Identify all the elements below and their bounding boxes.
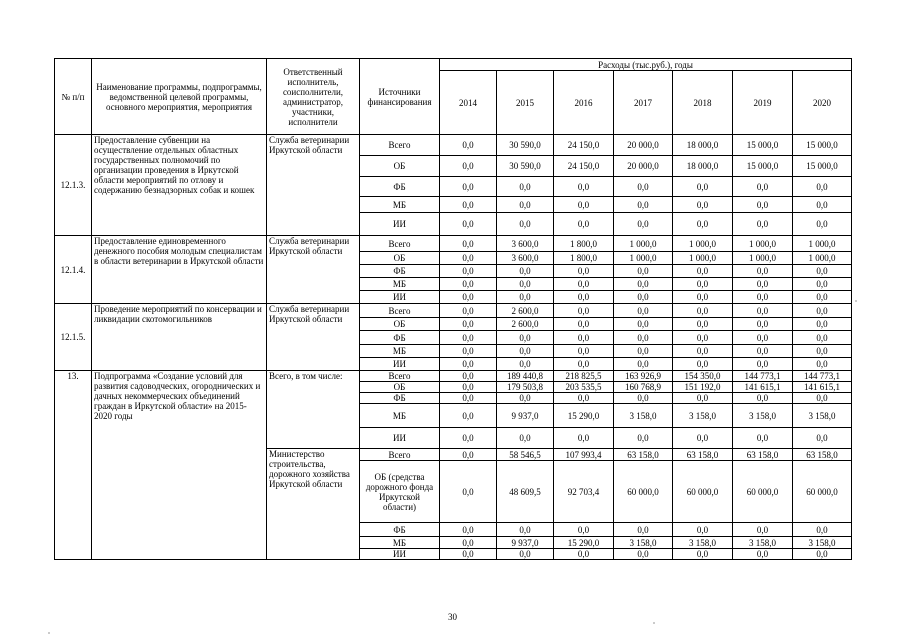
value-cell: 0,0 (554, 177, 614, 197)
value-cell: 92 703,4 (554, 461, 614, 523)
table-row (55, 135, 852, 156)
value-cell: 60 000,0 (733, 461, 793, 523)
value-cell: 0,0 (793, 304, 852, 318)
row-name: Проведение мероприятий по консервации и ликвидации скотомогильников (92, 304, 267, 371)
value-cell: 0,0 (440, 404, 497, 428)
row-code: 13. (55, 371, 92, 560)
value-cell: 1 000,0 (673, 236, 733, 252)
year-header: 2014 (440, 71, 497, 135)
value-cell: 0,0 (554, 358, 614, 371)
value-cell: 15 290,0 (554, 404, 614, 428)
value-cell: 2 600,0 (497, 304, 554, 318)
value-cell: 0,0 (673, 213, 733, 236)
funding-source: ОБ (360, 252, 440, 265)
row-responsible-ministry: Министерство строительства, дорожного хозяйства Иркутской области (267, 449, 360, 560)
value-cell: 0,0 (440, 304, 497, 318)
value-cell: 0,0 (497, 213, 554, 236)
row-responsible: Служба ветеринарии Иркутской области (267, 304, 360, 371)
funding-source: МБ (360, 197, 440, 213)
year-header: 2015 (497, 71, 554, 135)
value-cell: 0,0 (440, 549, 497, 560)
value-cell: 0,0 (440, 523, 497, 537)
table-row (55, 236, 852, 252)
value-cell: 63 158,0 (733, 449, 793, 461)
row-responsible: Служба ветеринарии Иркутской области (267, 236, 360, 304)
value-cell: 0,0 (440, 252, 497, 265)
value-cell: 24 150,0 (554, 135, 614, 156)
value-cell: 0,0 (733, 278, 793, 291)
funding-source: Всего (360, 304, 440, 318)
value-cell: 15 290,0 (554, 537, 614, 549)
value-cell: 15 000,0 (793, 156, 852, 177)
value-cell: 0,0 (673, 318, 733, 331)
table-row (55, 304, 852, 318)
value-cell: 0,0 (554, 331, 614, 345)
value-cell: 0,0 (440, 449, 497, 461)
value-cell: 0,0 (733, 197, 793, 213)
value-cell: 0,0 (497, 265, 554, 278)
value-cell: 30 590,0 (497, 135, 554, 156)
value-cell: 15 000,0 (793, 135, 852, 156)
value-cell: 0,0 (497, 291, 554, 304)
value-cell: 0,0 (793, 345, 852, 358)
funding-source: ИИ (360, 213, 440, 236)
value-cell: 9 937,0 (497, 537, 554, 549)
value-cell: 0,0 (614, 197, 673, 213)
value-cell: 0,0 (440, 177, 497, 197)
row-name: Подпрограмма «Создание условий для развития садоводческих, огороднических и дачных некоммерческих объединений граждан в Иркутской области» на 2015-2020 годы (92, 371, 267, 560)
budget-table (54, 58, 852, 560)
table-row (55, 371, 852, 382)
row-responsible: Всего, в том числе: (267, 371, 360, 449)
value-cell: 0,0 (673, 291, 733, 304)
value-cell: 0,0 (793, 265, 852, 278)
value-cell: 48 609,5 (497, 461, 554, 523)
row-code: 12.1.5. (55, 304, 92, 371)
value-cell: 218 825,5 (554, 371, 614, 382)
value-cell: 60 000,0 (673, 461, 733, 523)
value-cell: 63 158,0 (793, 449, 852, 461)
value-cell: 0,0 (673, 393, 733, 404)
value-cell: 1 000,0 (733, 252, 793, 265)
funding-source: ФБ (360, 265, 440, 278)
value-cell: 3 158,0 (733, 537, 793, 549)
value-cell: 20 000,0 (614, 135, 673, 156)
value-cell: 151 192,0 (673, 382, 733, 393)
value-cell: 0,0 (497, 331, 554, 345)
value-cell: 24 150,0 (554, 156, 614, 177)
funding-source: Всего (360, 449, 440, 461)
funding-source: МБ (360, 278, 440, 291)
value-cell: 0,0 (440, 156, 497, 177)
value-cell: 20 000,0 (614, 156, 673, 177)
funding-source: ИИ (360, 358, 440, 371)
value-cell: 107 993,4 (554, 449, 614, 461)
value-cell: 0,0 (497, 428, 554, 449)
value-cell: 189 440,8 (497, 371, 554, 382)
funding-source: ОБ (средства дорожного фонда Иркутской области) (360, 461, 440, 523)
value-cell: 0,0 (440, 382, 497, 393)
value-cell: 0,0 (733, 523, 793, 537)
value-cell: 3 600,0 (497, 252, 554, 265)
value-cell: 63 158,0 (673, 449, 733, 461)
value-cell: 0,0 (614, 304, 673, 318)
value-cell: 0,0 (733, 304, 793, 318)
value-cell: 0,0 (733, 549, 793, 560)
scan-speck (653, 622, 655, 624)
funding-source: Всего (360, 236, 440, 252)
value-cell: 0,0 (440, 318, 497, 331)
row-name: Предоставление субвенции на осуществление отдельных областных государственных полномочий по организации проведения в Иркутской области мероприятий по отлову и содержанию безнадзорных собак и кошек (92, 135, 267, 236)
value-cell: 0,0 (497, 197, 554, 213)
value-cell: 2 600,0 (497, 318, 554, 331)
value-cell: 1 800,0 (554, 236, 614, 252)
funding-source: ФБ (360, 177, 440, 197)
value-cell: 30 590,0 (497, 156, 554, 177)
value-cell: 0,0 (793, 291, 852, 304)
value-cell: 0,0 (440, 278, 497, 291)
value-cell: 0,0 (793, 197, 852, 213)
scan-speck (48, 632, 50, 634)
value-cell: 1 000,0 (673, 252, 733, 265)
value-cell: 0,0 (440, 236, 497, 252)
funding-source: ФБ (360, 393, 440, 404)
value-cell: 0,0 (497, 177, 554, 197)
value-cell: 0,0 (614, 265, 673, 278)
value-cell: 0,0 (614, 331, 673, 345)
value-cell: 0,0 (733, 358, 793, 371)
funding-source: МБ (360, 537, 440, 549)
value-cell: 0,0 (673, 428, 733, 449)
value-cell: 0,0 (440, 537, 497, 549)
value-cell: 0,0 (614, 278, 673, 291)
value-cell: 0,0 (793, 177, 852, 197)
value-cell: 0,0 (673, 304, 733, 318)
value-cell: 0,0 (733, 291, 793, 304)
value-cell: 0,0 (497, 549, 554, 560)
value-cell: 0,0 (440, 331, 497, 345)
value-cell: 1 800,0 (554, 252, 614, 265)
funding-source: ОБ (360, 318, 440, 331)
value-cell: 0,0 (614, 358, 673, 371)
funding-source: ИИ (360, 428, 440, 449)
value-cell: 0,0 (440, 291, 497, 304)
value-cell: 0,0 (554, 549, 614, 560)
value-cell: 163 926,9 (614, 371, 673, 382)
col-header-expenses: Расходы (тыс.руб.), годы (440, 59, 852, 71)
value-cell: 0,0 (554, 291, 614, 304)
value-cell: 15 000,0 (733, 135, 793, 156)
value-cell: 0,0 (733, 213, 793, 236)
value-cell: 144 773,1 (733, 371, 793, 382)
value-cell: 3 158,0 (614, 404, 673, 428)
value-cell: 0,0 (614, 318, 673, 331)
funding-source: МБ (360, 404, 440, 428)
value-cell: 18 000,0 (673, 156, 733, 177)
year-header: 2020 (793, 71, 852, 135)
value-cell: 0,0 (793, 278, 852, 291)
year-header: 2017 (614, 71, 673, 135)
value-cell: 1 000,0 (793, 252, 852, 265)
value-cell: 3 158,0 (793, 404, 852, 428)
value-cell: 0,0 (673, 265, 733, 278)
value-cell: 0,0 (793, 213, 852, 236)
value-cell: 0,0 (440, 371, 497, 382)
value-cell: 0,0 (673, 358, 733, 371)
funding-source: МБ (360, 345, 440, 358)
row-responsible: Служба ветеринарии Иркутской области (267, 135, 360, 236)
funding-source: ФБ (360, 331, 440, 345)
value-cell: 0,0 (614, 393, 673, 404)
value-cell: 0,0 (440, 135, 497, 156)
value-cell: 18 000,0 (673, 135, 733, 156)
value-cell: 0,0 (440, 213, 497, 236)
value-cell: 0,0 (554, 304, 614, 318)
value-cell: 1 000,0 (793, 236, 852, 252)
row-code: 12.1.4. (55, 236, 92, 304)
value-cell: 1 000,0 (733, 236, 793, 252)
col-header-num: № п/п (55, 59, 92, 135)
value-cell: 58 546,5 (497, 449, 554, 461)
scan-speck (855, 300, 857, 302)
value-cell: 154 350,0 (673, 371, 733, 382)
value-cell: 0,0 (554, 213, 614, 236)
funding-source: ИИ (360, 549, 440, 560)
value-cell: 1 000,0 (614, 236, 673, 252)
value-cell: 141 615,1 (733, 382, 793, 393)
value-cell: 0,0 (733, 331, 793, 345)
value-cell: 0,0 (614, 549, 673, 560)
value-cell: 0,0 (733, 393, 793, 404)
value-cell: 0,0 (673, 549, 733, 560)
col-header-name: Наименование программы, подпрограммы, ведомственной целевой программы, основного мероприятия, мероприятия (92, 59, 267, 135)
value-cell: 0,0 (554, 428, 614, 449)
value-cell: 0,0 (614, 345, 673, 358)
value-cell: 0,0 (554, 265, 614, 278)
value-cell: 0,0 (554, 345, 614, 358)
value-cell: 0,0 (793, 393, 852, 404)
value-cell: 3 158,0 (733, 404, 793, 428)
value-cell: 0,0 (614, 428, 673, 449)
year-header: 2019 (733, 71, 793, 135)
value-cell: 0,0 (673, 177, 733, 197)
value-cell: 3 600,0 (497, 236, 554, 252)
value-cell: 0,0 (440, 461, 497, 523)
value-cell: 179 503,8 (497, 382, 554, 393)
value-cell: 0,0 (673, 197, 733, 213)
value-cell: 0,0 (440, 393, 497, 404)
value-cell: 15 000,0 (733, 156, 793, 177)
col-header-source: Источники финансирования (360, 59, 440, 135)
value-cell: 0,0 (440, 345, 497, 358)
value-cell: 203 535,5 (554, 382, 614, 393)
value-cell: 0,0 (554, 523, 614, 537)
value-cell: 60 000,0 (614, 461, 673, 523)
row-name: Предоставление единовременного денежного пособия молодым специалистам в области ветеринарии в Иркутской области (92, 236, 267, 304)
value-cell: 0,0 (733, 428, 793, 449)
funding-source: Всего (360, 135, 440, 156)
value-cell: 0,0 (614, 177, 673, 197)
value-cell: 141 615,1 (793, 382, 852, 393)
value-cell: 3 158,0 (673, 537, 733, 549)
value-cell: 0,0 (497, 523, 554, 537)
value-cell: 3 158,0 (793, 537, 852, 549)
value-cell: 0,0 (673, 523, 733, 537)
value-cell: 0,0 (554, 393, 614, 404)
value-cell: 0,0 (733, 177, 793, 197)
value-cell: 0,0 (793, 428, 852, 449)
year-header: 2018 (673, 71, 733, 135)
value-cell: 0,0 (497, 393, 554, 404)
value-cell: 60 000,0 (793, 461, 852, 523)
col-header-responsible: Ответственный исполнитель, соисполнители, администратор, участники, исполнители (267, 59, 360, 135)
value-cell: 160 768,9 (614, 382, 673, 393)
value-cell: 9 937,0 (497, 404, 554, 428)
value-cell: 0,0 (554, 318, 614, 331)
value-cell: 0,0 (554, 278, 614, 291)
value-cell: 0,0 (673, 345, 733, 358)
value-cell: 0,0 (440, 358, 497, 371)
value-cell: 0,0 (793, 331, 852, 345)
value-cell: 0,0 (497, 358, 554, 371)
value-cell: 0,0 (793, 358, 852, 371)
value-cell: 144 773,1 (793, 371, 852, 382)
value-cell: 0,0 (554, 197, 614, 213)
value-cell: 0,0 (673, 278, 733, 291)
row-code: 12.1.3. (55, 135, 92, 236)
value-cell: 0,0 (793, 318, 852, 331)
value-cell: 0,0 (793, 523, 852, 537)
value-cell: 0,0 (793, 549, 852, 560)
funding-source: Всего (360, 371, 440, 382)
value-cell: 3 158,0 (673, 404, 733, 428)
value-cell: 63 158,0 (614, 449, 673, 461)
value-cell: 0,0 (733, 318, 793, 331)
value-cell: 1 000,0 (614, 252, 673, 265)
value-cell: 0,0 (614, 291, 673, 304)
value-cell: 0,0 (614, 523, 673, 537)
value-cell: 0,0 (614, 213, 673, 236)
value-cell: 0,0 (440, 197, 497, 213)
funding-source: ФБ (360, 523, 440, 537)
value-cell: 0,0 (733, 265, 793, 278)
funding-source: ИИ (360, 291, 440, 304)
value-cell: 0,0 (497, 278, 554, 291)
funding-source: ОБ (360, 382, 440, 393)
value-cell: 0,0 (440, 265, 497, 278)
value-cell: 3 158,0 (614, 537, 673, 549)
value-cell: 0,0 (440, 428, 497, 449)
value-cell: 0,0 (673, 331, 733, 345)
year-header: 2016 (554, 71, 614, 135)
value-cell: 0,0 (733, 345, 793, 358)
value-cell: 0,0 (497, 345, 554, 358)
page-number: 30 (448, 612, 457, 622)
funding-source: ОБ (360, 156, 440, 177)
